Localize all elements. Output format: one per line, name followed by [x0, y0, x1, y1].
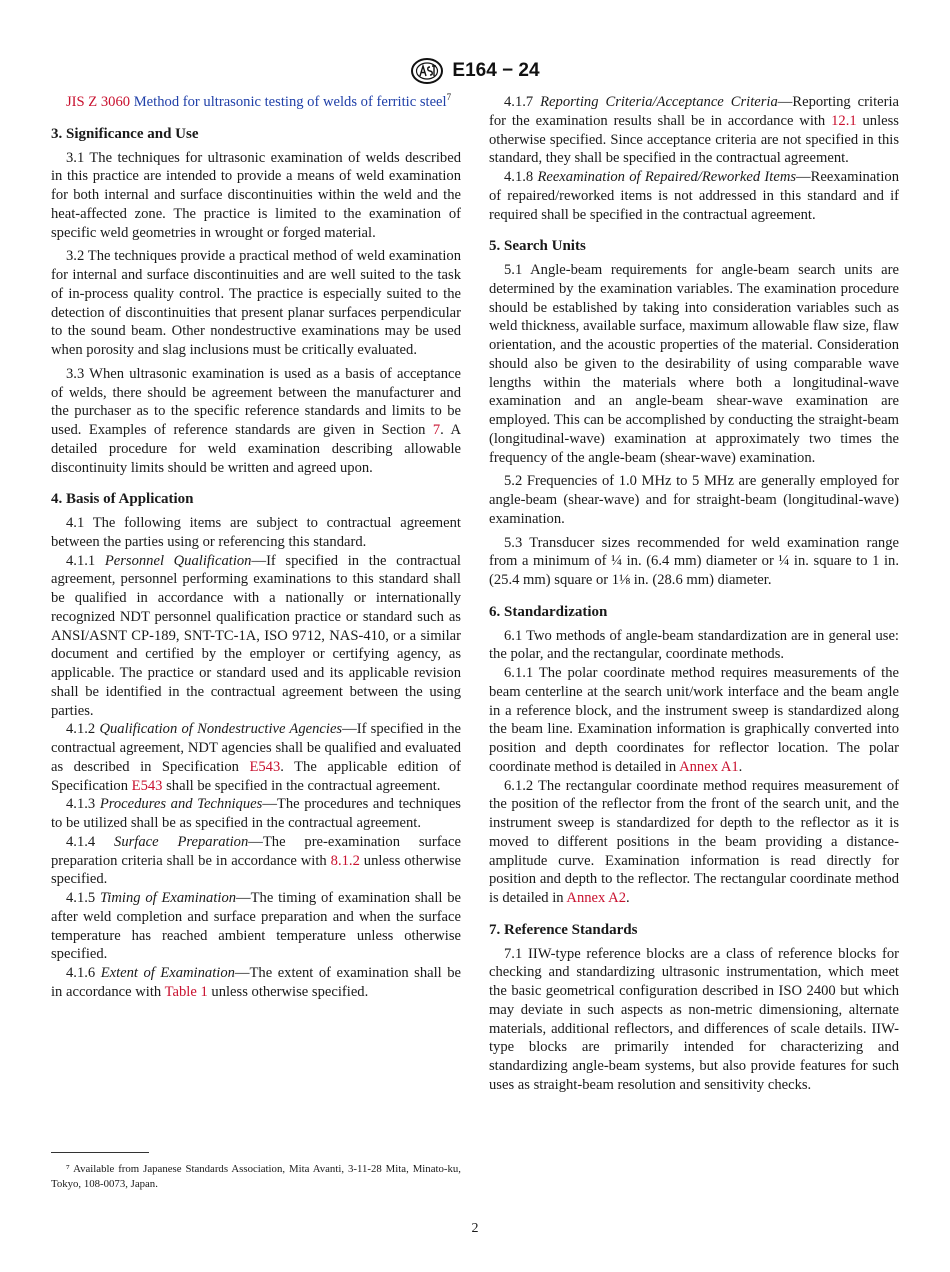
para-4-1-6 — [51, 964, 461, 1002]
para-6-1-1 — [489, 664, 899, 777]
para-4-1-8 — [489, 168, 899, 224]
para-4-1-5-num: 4.1.5 — [66, 890, 100, 906]
footnote-marker: 7 — [446, 92, 452, 103]
reference-item-jis — [51, 93, 461, 112]
section-7-heading: 7. Reference Standards — [489, 921, 638, 938]
para-4-1-2 — [51, 720, 461, 795]
para-4-1-6-text-a: —The extent of examination shall be in accordance with — [51, 965, 462, 1000]
para-4-1-1-text: —If specified in the contractual agreement, personnel performing examinations to this standard shall be qualified in accordance with a nationally or internationally recognized NDT personnel qualification practice or standard such as ANSI/ASNT CP-189, SNT-TC-1A, ISO 9712, NAS-410, or a similar document and certified by the employer or certifying agency, as applicable. The practice or standard used and its applicable revision shall be identified in the contractual agreement between the using parties. — [51, 552, 461, 719]
page-header — [0, 56, 950, 86]
para-6-1-1-text-b: . — [738, 758, 743, 775]
ref-title-jis[interactable]: Method for ultrasonic testing of welds of ferritic steel — [130, 94, 447, 110]
para-4-1-6-num: 4.1.6 — [66, 965, 101, 981]
para-4-1-4-num: 4.1.4 — [66, 833, 115, 850]
para-6-1: 6.1 Two methods of angle-beam standardization are in general use: the polar, and the rectangular, coordinate methods. — [489, 627, 899, 663]
para-4-1-1-num: 4.1.1 — [66, 552, 105, 569]
section-6-heading: 6. Standardization — [489, 603, 608, 620]
para-5-2: 5.2 Frequencies of 1.0 MHz to 5 MHz are generally employed for angle-beam (shear-wave) and for straight-beam (longitudinal-wave) examination. — [489, 473, 899, 527]
ref-link-jis[interactable]: JIS Z 3060 — [66, 94, 131, 110]
para-4-1-8-num: 4.1.8 — [504, 169, 538, 185]
para-4-1-7-title: Reporting Criteria/Acceptance Criteria — [540, 94, 778, 110]
para-4-1: 4.1 The following items are subject to contractual agreement between the parties using or referencing this standard. — [51, 515, 461, 550]
para-4-1-3 — [51, 795, 461, 833]
document-id: E164 − 24 — [452, 60, 540, 81]
para-4-1-3-num: 4.1.3 — [66, 796, 100, 813]
footnote-divider — [51, 1152, 149, 1153]
link-annex-a1[interactable]: Annex A1 — [679, 758, 739, 775]
para-4-1-4-title: Surface Preparation — [114, 833, 249, 850]
para-3-2: 3.2 The techniques provide a practical method of weld examination for internal and surface discontinuities and are well suited to the task of in-process quality control. The practice is especially suited to the detection of discontinuities that present planar surfaces perpendicular to the sound beam. Other nondestructive examinations may be used when porosity and slag inclusions must be critically evaluated. — [51, 248, 461, 358]
para-4-1-6-title: Extent of Examination — [100, 965, 235, 981]
section-4-heading: 4. Basis of Application — [51, 491, 194, 508]
footnote-7: ⁷ Available from Japanese Standards Association, Mita Avanti, 3-11-28 Mita, Minato-ku, Tokyo, 108-0073, Japan. — [51, 1163, 461, 1190]
para-4-1-6-text-b: unless otherwise specified. — [207, 983, 369, 1000]
para-4-1-2-text-b: . The applicable edition of Specification — [51, 758, 461, 794]
section-3-heading: 3. Significance and Use — [51, 125, 199, 142]
para-6-1-2-text-a: 6.1.2 The rectangular coordinate method requires measurement of the position of the reflector from the front of the search unit, and the instrument sweep is standardized for depth to the reflector as it is moved to different positions in the beam providing a distance-amplitude curve. Examination information is read directly for position and depth to the reflector. The rectangular coordinate method is detailed in — [489, 777, 899, 906]
para-3-3-text-b: . A detailed procedure for weld examination describing allowable discontinuity limits should be written and agreed upon. — [51, 422, 462, 476]
astm-logo-icon — [410, 57, 444, 85]
para-4-1-5-title: Timing of Examination — [99, 890, 237, 906]
para-4-1-5-text: —The timing of examination shall be after weld completion and surface preparation and when the surface temperature has reached ambient temperature unless otherwise specified. — [51, 890, 462, 963]
para-4-1-1 — [51, 552, 461, 721]
link-section-7[interactable]: 7 — [432, 422, 441, 438]
para-4-1-3-text: —The procedures and techniques to be utilized shall be as specified in the contractual agreement. — [51, 796, 461, 831]
para-4-1-8-title: Reexamination of Repaired/Reworked Items — [537, 169, 797, 185]
para-4-1-4-text-b: unless otherwise specified. — [51, 852, 461, 888]
page-number: 2 — [471, 1221, 479, 1236]
para-4-1-7-text-a: —Reporting criteria for the examination results shall be in accordance with — [489, 94, 899, 129]
para-7-1: 7.1 IIW-type reference blocks are a class of reference blocks for checking and standardizing ultrasonic instrumentation, which meet the basic geometrical configuration described in ISO 2400 but which may deviate in such aspects as non-metric dimensioning, alternate materials, additional reflectors, and differences of scale details. IIW-type blocks are primarily intended for characterizing and standardizing angle-beam systems, but also provide features for such uses as straight-beam resolution and sensitivity checks. — [489, 945, 899, 1093]
para-4-1-5 — [51, 889, 461, 964]
para-4-1-7 — [489, 93, 899, 168]
para-6-1-2 — [489, 777, 899, 908]
para-4-1-1-title: Personnel Qualification — [104, 552, 252, 569]
para-4-1-4 — [51, 833, 461, 889]
para-4-1-7-text-b: unless otherwise specified. Since acceptance criteria are not specified in this standard, they shall be specified in the contractual agreement. — [489, 112, 899, 167]
para-4-1-7-num: 4.1.7 — [504, 94, 541, 110]
section-5-heading: 5. Search Units — [489, 238, 586, 255]
para-6-1-1-text-a: 6.1.1 The polar coordinate method requires measurements of the beam centerline at the search unit/work interface and the beam angle in a reference block, and the instrument sweep is standardized along the beam line. Examination information is graphically converted into position and depth coordinates for reflector location. The polar coordinate method is detailed in — [489, 665, 899, 775]
para-5-1: 5.1 Angle-beam requirements for angle-beam search units are determined by the examination variables. The examination procedure should be established by taking into consideration variables such as weld thickness, available surface, maximum allowable flaw size, flaw orientation, and the acoustic properties of the material. Consideration should also be given to the desirability of using comparable wave lengths within the materials where both a longitudinal-wave examination and an angle-beam shear-wave examination are employed. This can be accomplished by conducting the straight-beam (longitudinal-wave) examination at approximately two times the frequency of the angle-beam (shear-wave) examination. — [489, 262, 899, 466]
para-4-1-2-text-a: —If specified in the contractual agreement, NDT agencies shall be qualified and evaluated as described in Specification — [51, 721, 461, 775]
para-4-1-8-text: —Reexamination of repaired/reworked items is not addressed in this standard and if required shall be specified in the contractual agreement. — [489, 169, 899, 223]
para-4-1-2-title: Qualification of Nondestructive Agencies — [99, 721, 343, 738]
para-4-1-2-num: 4.1.2 — [66, 721, 100, 738]
para-4-1-2-text-c: shall be specified in the contractual agreement. — [162, 777, 441, 794]
para-3-1: 3.1 The techniques for ultrasonic examination of welds described in this practice are intended to provide a means of weld examination for both internal and surface discontinuities within the weld and the heat-affected zone. The practice is limited to the examination of specific weld geometries in wrought or forged material. — [51, 149, 461, 241]
link-12-1[interactable]: 12.1 — [831, 112, 857, 129]
para-3-3 — [51, 365, 461, 478]
right-column — [489, 93, 899, 1095]
link-annex-a2[interactable]: Annex A2 — [566, 890, 627, 906]
left-column — [51, 93, 461, 1002]
para-3-3-text-a: 3.3 When ultrasonic examination is used as a basis of acceptance of welds, there should be agreement between the manufacturer and the purchaser as to the specific reference standards and limits to be used. Examples of reference standards are given in Section — [51, 365, 461, 438]
para-6-1-2-text-b: . — [626, 890, 630, 906]
link-e543[interactable]: E543 — [249, 758, 281, 775]
para-4-1-3-title: Procedures and Techniques — [99, 796, 263, 813]
link-e543-2[interactable]: E543 — [131, 777, 163, 794]
para-5-3: 5.3 Transducer sizes recommended for weld examination range from a minimum of ¼ in. (6.4 mm) diameter or ¼ in. square to 1 in. (25.4 mm) square or 1⅛ in. (28.6 mm) diameter. — [489, 534, 899, 588]
link-8-1-2[interactable]: 8.1.2 — [330, 852, 360, 869]
para-4-1-4-text-a: —The pre-examination surface preparation criteria shall be in accordance with — [51, 833, 461, 869]
link-table-1[interactable]: Table 1 — [164, 983, 208, 1000]
